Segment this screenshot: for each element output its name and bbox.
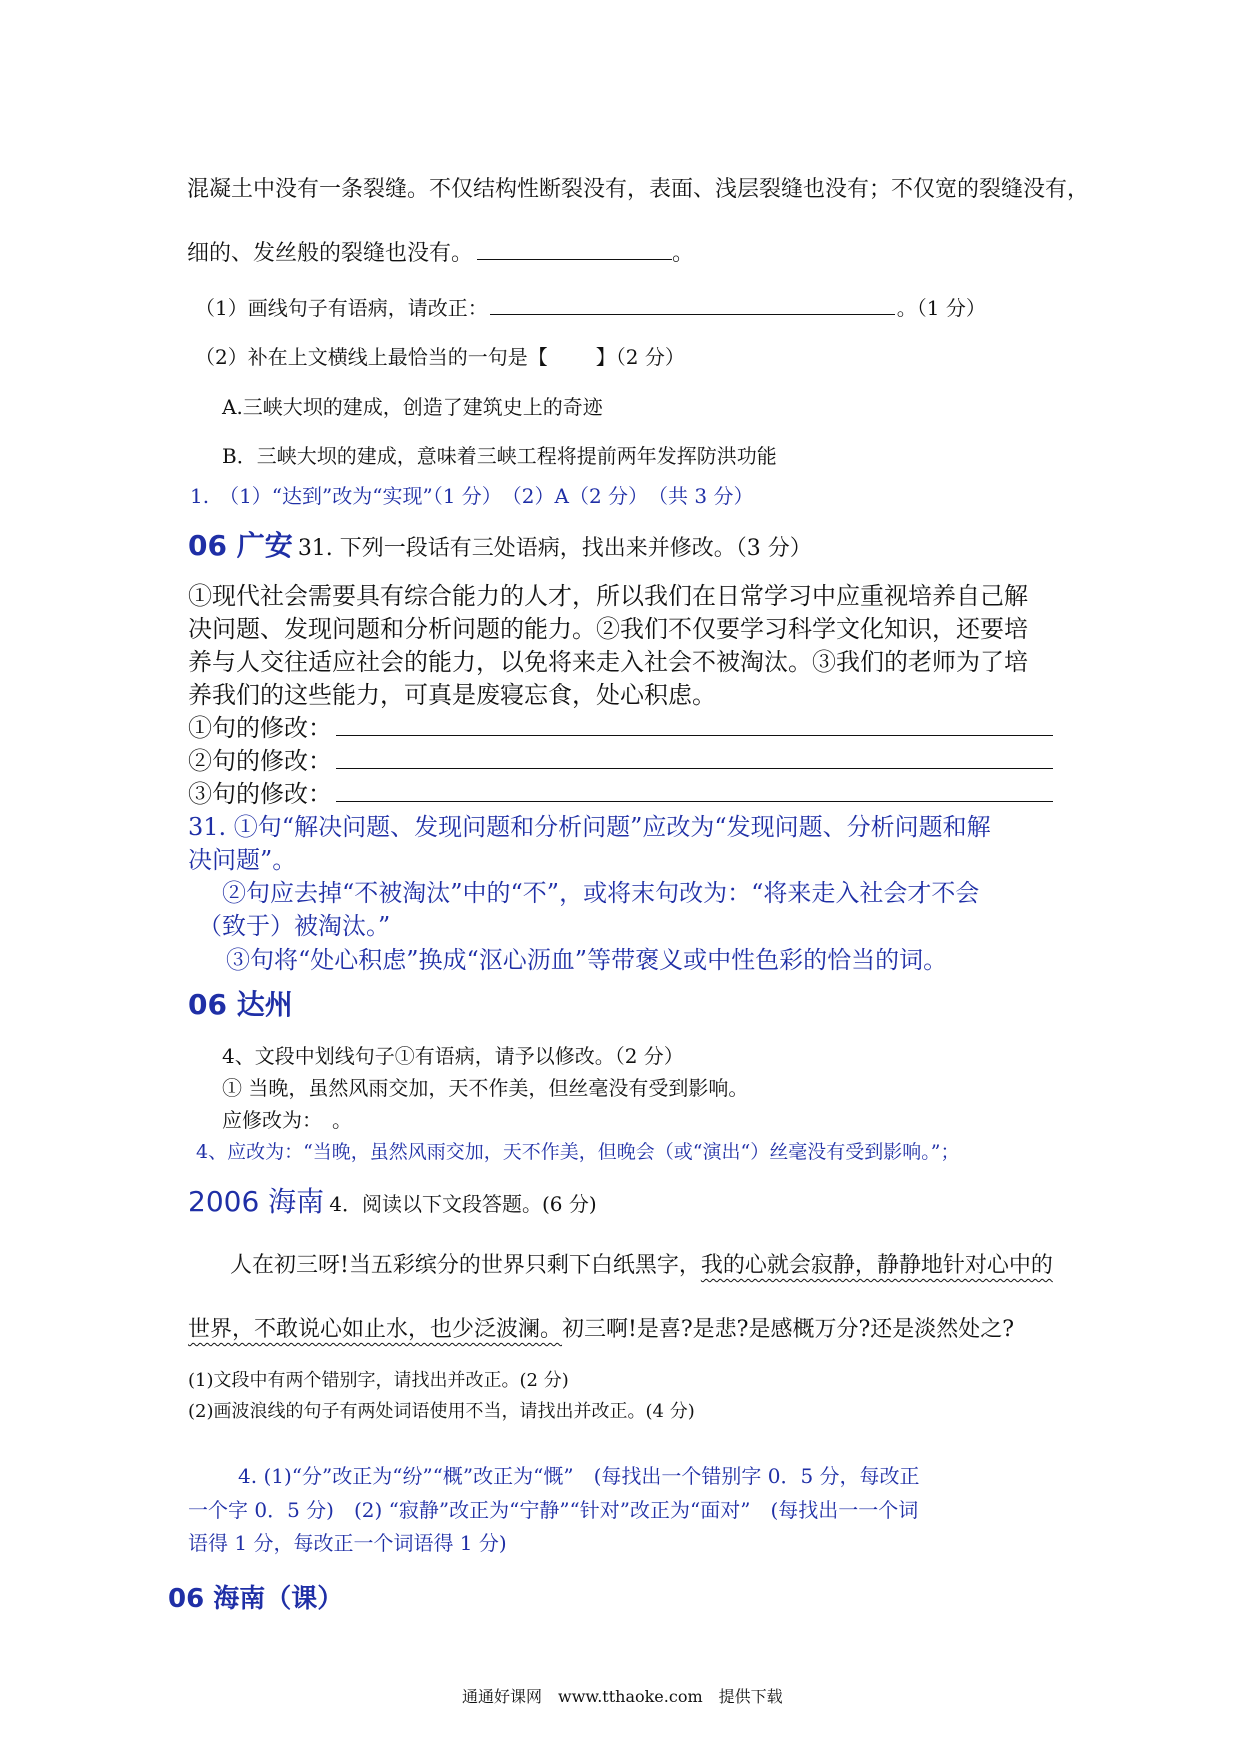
- fix-blank-1[interactable]: [336, 734, 1053, 736]
- hainan-title: 4．阅读以下文段答题。(6 分): [329, 1192, 597, 1216]
- dazhou-tag: 06 达州: [188, 988, 293, 1021]
- fix-line-2: [188, 741, 1053, 776]
- q1-text: （1）画线句子有语病，请改正：: [195, 296, 488, 320]
- hainan-q2: (2)画波浪线的句子有两处词语使用不当，请找出并改正。(4 分): [188, 1401, 695, 1422]
- hainan-answer-1: 4. (1)“分”改正为“纷”“概”改正为“慨” (每找出一个错别字 0．5 分，每改正: [238, 1464, 920, 1488]
- hainan-tag: 2006 海南: [188, 1185, 325, 1218]
- q2-score: 】（2 分）: [595, 345, 685, 369]
- option-b: B．三峡大坝的建成，意味着三峡工程将提前两年发挥防洪功能: [222, 444, 777, 468]
- hainan-para-1a: 人在初三呀!当五彩缤分的世界只剩下白纸黑字，: [230, 1253, 701, 1278]
- page-footer: 通通好课网 www.tthaoke.com 提供下载: [462, 1687, 783, 1706]
- hainan-wavy-2: 世界，不敢说心如止水，也少泛波澜。: [188, 1317, 563, 1342]
- guangan-answer-2b: （致于）被淘汰。”: [198, 912, 391, 940]
- guangan-text-2: 决问题、发现问题和分析问题的能力。②我们不仅要学习科学文化知识，还要培: [188, 615, 1028, 643]
- hainan-answer-2: 一个字 0．5 分) (2) “寂静”改正为“宁静”“针对”改正为“面对” (每找出一一个词: [188, 1498, 919, 1522]
- q1-blank: [490, 313, 895, 315]
- dazhou-sentence: ① 当晚，虽然风雨交加，天不作美，但丝毫没有受到影响。: [222, 1076, 749, 1100]
- guangan-answer-2a: ②句应去掉“不被淘汰”中的“不”，或将末句改为：“将来走入社会才不会: [222, 879, 980, 907]
- p1-line2-end: 。: [672, 241, 695, 266]
- dazhou-question: 4、文段中划线句子①有语病，请予以修改。（2 分）: [222, 1044, 684, 1068]
- q2-line: [195, 341, 685, 370]
- hainan-ke-tag: 06 海南（课）: [168, 1584, 344, 1614]
- hainan-answer-3: 语得 1 分，每改正一个词语得 1 分): [188, 1531, 507, 1555]
- fix-line-3: [188, 774, 1053, 809]
- fix-label-2: ②句的修改：: [188, 747, 332, 775]
- p1-line2-text: 细的、发丝般的裂缝也没有。: [187, 241, 474, 266]
- guangan-title: 31. 下列一段话有三处语病，找出来并修改。（3 分）: [297, 536, 812, 561]
- q2-text: （2）补在上文横线上最恰当的一句是【: [195, 345, 548, 369]
- hainan-para-2b: 初三啊!是喜?是悲?是感概万分?还是淡然处之?: [562, 1317, 1015, 1342]
- guangan-answer-1a: 31. ①句“解决问题、发现问题和分析问题”应改为“发现问题、分析问题和解: [188, 813, 991, 841]
- dazhou-answer: 4、应改为：“当晚，虽然风雨交加，天不作美，但晚会（或“演出“）丝毫没有受到影响。”；: [196, 1141, 960, 1163]
- guangan-tag: 06 广安: [188, 529, 293, 562]
- p1-line2: [187, 236, 694, 267]
- fix-blank-2[interactable]: [336, 767, 1053, 769]
- guangan-text-4: 养我们的这些能力，可真是废寝忘食，处心积虑。: [188, 681, 716, 709]
- guangan-text-3: 养与人交往适应社会的能力，以免将来走入社会不被淘汰。③我们的老师为了培: [188, 648, 1028, 676]
- fix-blank-3[interactable]: [336, 800, 1053, 802]
- p1-line1: 混凝土中没有一条裂缝。不仅结构性断裂没有，表面、浅层裂缝也没有；不仅宽的裂缝没有，: [187, 177, 1090, 202]
- fill-blank: [477, 258, 672, 260]
- fix-label-1: ①句的修改：: [188, 714, 332, 742]
- answer-1: 1. （1）“达到”改为“实现”（1 分） （2）A（2 分） （共 3 分）: [190, 484, 754, 508]
- guangan-heading: [188, 524, 812, 564]
- q1-score: 。（1 分）: [896, 296, 986, 320]
- hainan-heading: [188, 1180, 597, 1220]
- option-a: A.三峡大坝的建成，创造了建筑史上的奇迹: [222, 395, 603, 419]
- q1-line: [195, 292, 986, 321]
- guangan-answer-1b: 决问题”。: [188, 846, 297, 874]
- hainan-wavy-1: 我的心就会寂静，静静地针对心中的: [700, 1253, 1053, 1278]
- hainan-para-1: [230, 1248, 1053, 1279]
- hainan-q1: (1)文段中有两个错别字，请找出并改正。(2 分): [188, 1370, 569, 1391]
- fix-label-3: ③句的修改：: [188, 780, 332, 808]
- hainan-para-2: [188, 1312, 1014, 1343]
- guangan-text-1: ①现代社会需要具有综合能力的人才，所以我们在日常学习中应重视培养自己解: [188, 582, 1028, 610]
- fix-line-1: [188, 708, 1053, 743]
- dazhou-fix: 应修改为： 。: [222, 1108, 352, 1132]
- guangan-answer-3: ③句将“处心积虑”换成“沤心沥血”等带褒义或中性色彩的恰当的词。: [226, 946, 948, 974]
